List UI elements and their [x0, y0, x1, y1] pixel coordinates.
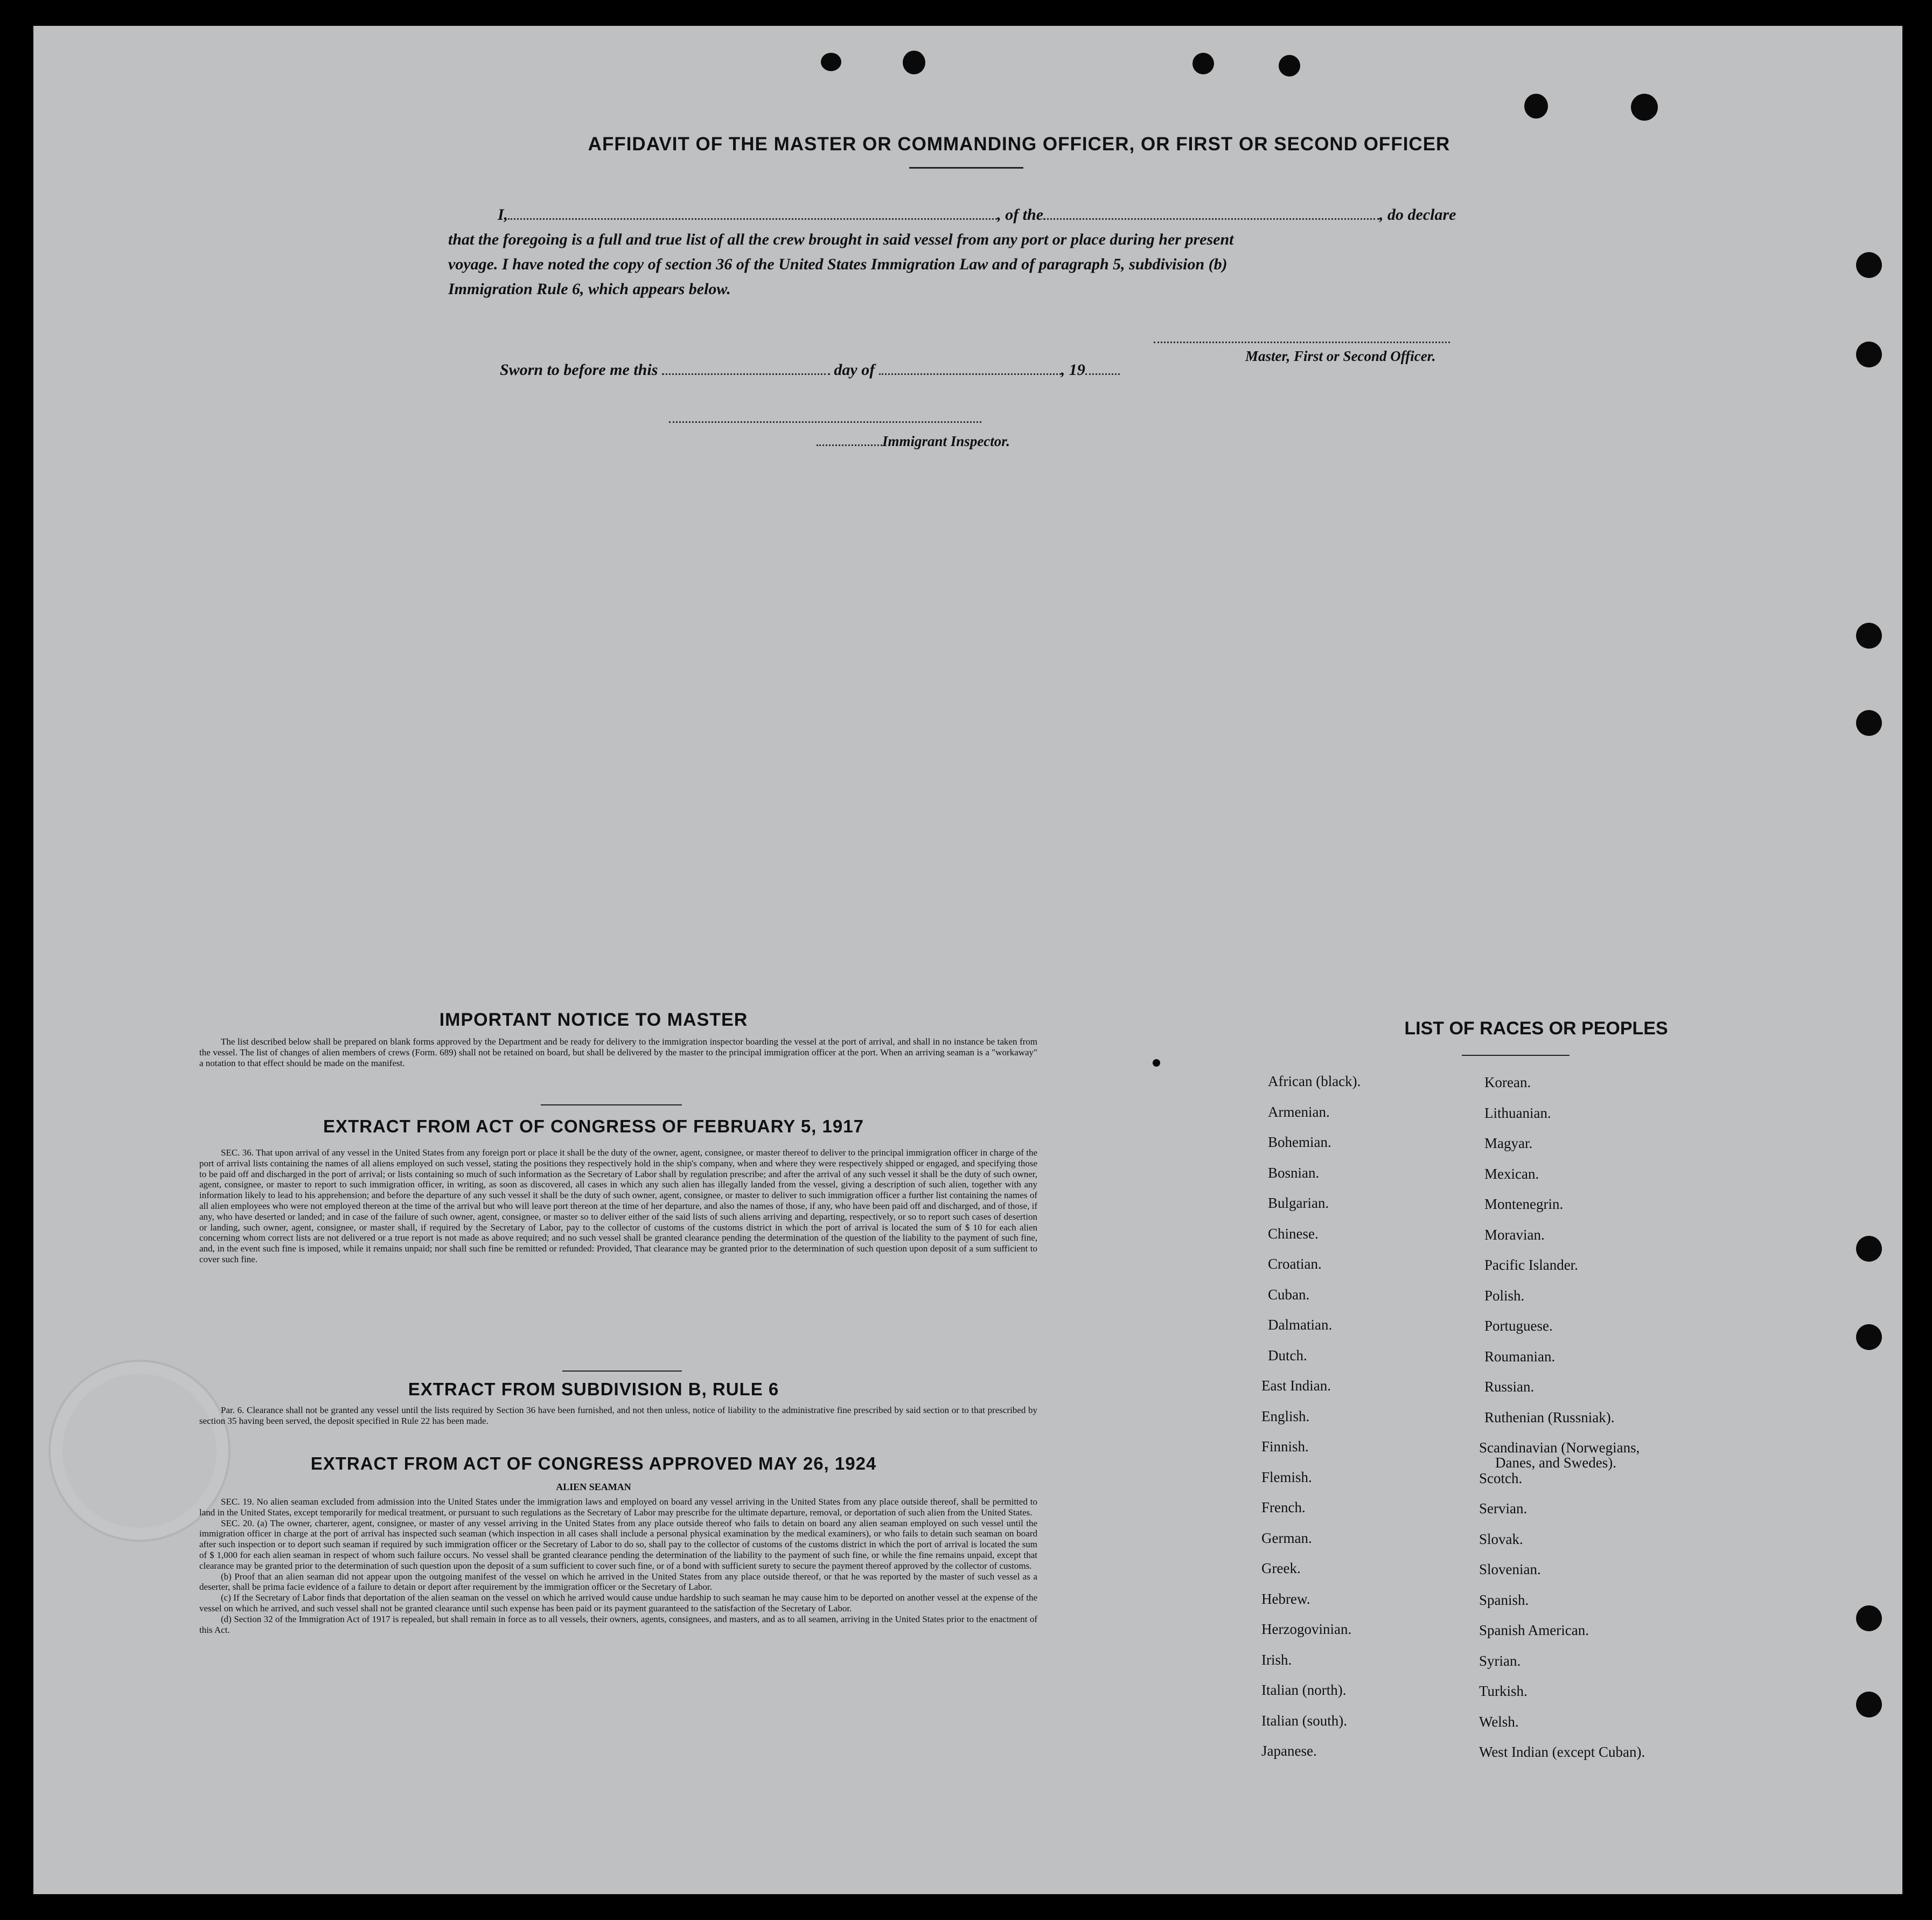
punch-hole: [1856, 342, 1882, 367]
race-item: Dutch.: [1268, 1347, 1307, 1364]
section-rule: [541, 1104, 682, 1105]
race-item: Servian.: [1479, 1500, 1528, 1516]
race-item: Greek.: [1261, 1560, 1301, 1576]
sec-20c-paragraph: (c) If the Secretary of Labor finds that deportation of the alien seaman on the vessel on which he arrived would cause undue hardship to such seaman he may cause him to be deported on another vessel at the expense of the vessel on which he arrived, and such vessel shall not be granted clearance until such expense has been paid or its payment guaranteed to the satisfaction of the Secretary of Labor.: [199, 1592, 1037, 1613]
title-rule: [909, 167, 1023, 169]
year-label: , 19: [1061, 361, 1085, 379]
race-item: Spanish.: [1479, 1592, 1529, 1608]
race-item: Hebrew.: [1261, 1591, 1310, 1607]
race-item: English.: [1261, 1408, 1310, 1424]
inspector-line: [817, 433, 1010, 450]
sworn-line: [500, 361, 1120, 379]
sworn-month-blank[interactable]: [879, 373, 1061, 375]
punch-hole: [1856, 1324, 1882, 1350]
race-item: French.: [1261, 1499, 1306, 1515]
sworn-day-blank[interactable]: [662, 373, 830, 375]
extract-1917-text: [199, 1147, 1037, 1265]
race-item: Magyar.: [1484, 1135, 1533, 1151]
inspector-signature-line[interactable]: [669, 421, 981, 423]
race-item: Finnish.: [1261, 1438, 1309, 1455]
race-item: Portuguese.: [1484, 1318, 1553, 1334]
punch-hole: [1856, 1605, 1882, 1631]
punch-hole: [903, 51, 925, 74]
inspector-caption: Immigrant Inspector.: [882, 433, 1010, 449]
race-item: Ruthenian (Russniak).: [1484, 1409, 1615, 1425]
document-page: [33, 26, 1902, 1894]
race-item: West Indian (except Cuban).: [1479, 1744, 1645, 1760]
punch-hole: [1856, 1692, 1882, 1717]
race-item: Bulgarian.: [1268, 1195, 1329, 1211]
punch-hole: [1524, 94, 1548, 119]
alien-seaman-subtitle: ALIEN SEAMAN: [556, 1481, 631, 1492]
race-item: Bohemian.: [1268, 1134, 1331, 1150]
declare-label: , do declare: [1379, 206, 1456, 224]
vessel-blank[interactable]: [1043, 218, 1379, 220]
day-of-label: day of: [834, 361, 875, 379]
race-item: Cuban.: [1268, 1286, 1310, 1303]
punch-hole: [1631, 94, 1658, 121]
punch-hole: [1153, 1059, 1160, 1067]
race-item: Polish.: [1484, 1288, 1525, 1304]
races-title-rule: [1462, 1055, 1570, 1056]
declaration-line-3: voyage. I have noted the copy of section 36 of the United States Immigration Law and of paragraph 5, subdivision (b): [448, 255, 1227, 273]
declaration-line-2: that the foregoing is a full and true list of all the crew brought in said vessel from any port or place during her present: [448, 231, 1234, 248]
section-rule: [562, 1371, 682, 1372]
officer-signature-line[interactable]: [1154, 342, 1450, 343]
declaration-line-1: [498, 206, 1521, 224]
race-item: Danes, and Swedes).: [1495, 1455, 1616, 1471]
extract-1924-text: [199, 1497, 1037, 1635]
race-item: Moravian.: [1484, 1227, 1545, 1243]
punch-hole: [1192, 53, 1214, 74]
race-item: Mexican.: [1484, 1166, 1539, 1182]
sec-20d-paragraph: (d) Section 32 of the Immigration Act of 1917 is repealed, but shall remain in force as to all vessels, their owners, agents, consignees, and masters, and as to all seamen, arriving in the United States prior to the enactment of this Act.: [199, 1613, 1037, 1635]
punch-hole: [1856, 623, 1882, 649]
officer-caption: Master, First or Second Officer.: [1245, 348, 1436, 364]
race-item: Scandinavian (Norwegians,: [1479, 1439, 1640, 1456]
extract-1917-title: EXTRACT FROM ACT OF CONGRESS OF FEBRUARY 5, 1917: [323, 1116, 864, 1136]
par-6-paragraph: Par. 6. Clearance shall not be granted any vessel until the lists required by Section 36 have been furnished, and not then unless, notice of liability to the administrative fine prescribed by said section or to that prescribed by section 35 having been served, the deposit specified in Rule 22 has been made.: [199, 1405, 1037, 1426]
race-item: East Indian.: [1261, 1378, 1331, 1394]
race-item: Bosnian.: [1268, 1165, 1320, 1181]
sworn-year-blank[interactable]: [1085, 373, 1120, 375]
name-blank[interactable]: [508, 218, 997, 220]
races-left-column: [1261, 1073, 1488, 1773]
notice-text: [199, 1036, 1037, 1068]
declaration-line-4: Immigration Rule 6, which appears below.: [448, 280, 731, 298]
race-item: Slovenian.: [1479, 1561, 1541, 1577]
notice-paragraph: The list described below shall be prepared on blank forms approved by the Department and be ready for delivery to the immigration inspector boarding the vessel at the port of arrival, and shall in no instance be taken from the vessel. The list of changes of alien members of crews (Form. 689) shall not be retained on board, but shall be delivered by the master to the principal immigration officer at the port. When an arriving seaman is a "workaway" a notation to that effect should be made on the manifest.: [199, 1036, 1037, 1068]
extract-rule6-text: [199, 1405, 1037, 1427]
race-item: Armenian.: [1268, 1104, 1330, 1120]
sec-19-paragraph: SEC. 19. No alien seaman excluded from admission into the United States under the immigration laws and employed on board any vessel arriving in the United States from any place outside thereof, shall be permitted to land in the United States, except temporarily for medical treatment, or pursuant to such regulations as the Secretary of Labor may prescribe for the ultimate departure, removal, or deportation of such alien from the United States.: [199, 1497, 1037, 1518]
race-item: Irish.: [1261, 1652, 1292, 1668]
race-item: African (black).: [1268, 1073, 1361, 1089]
race-item: Slovak.: [1479, 1531, 1523, 1547]
notice-title: IMPORTANT NOTICE TO MASTER: [439, 1010, 748, 1030]
sec-36-paragraph: SEC. 36. That upon arrival of any vessel in the United States from any foreign port or place it shall be the duty of the owner, agent, consignee, or master thereof to deliver to the principal immigration officer in charge of the port of arrival lists containing the names of all aliens employed on such vessel, stating the positions they respectively hold in the ship's company, when and where they were respectively shipped or engaged, and specifying those to be paid off and discharged in the port of arrival; or lists containing so much of such information as the Secretary of Labor shall by regulation prescribe; and after the arrival of any such vessel it shall be the duty of such owner, agent, consignee, or master to report to such immigration officer, in writing, as soon as discovered, all cases in which any such alien has illegally landed from the vessel, giving a description of such alien, together with any information likely to lead to his apprehension; and before the departure of any such vessel it shall be the duty of such owner, agent, consignee, or master to deliver to such immigration officer a further list containing the names of all alien employees who were not employed thereon at the time of the arrival but who will leave port thereon at the time of her departure, and also the names of those, if any, who have been paid off and discharged, and of those, if any, who have deserted or landed; and in case of the failure of such owner, agent, consignee, or master so to deliver either of the said lists of such aliens arriving and departing, respectively, or so to report such cases of desertion or landing, such owner, agent, consignee, or master shall, if required by the Secretary of Labor, pay to the collector of customs of the customs district in which the port of arrival is located the sum of $ 10 for each alien concerning whom correct lists are not delivered or a true report is not made as above required; and no such vessel shall be granted clearance pending the determination of the question of the liability to the payment of such fine, and, in the event such fine is imposed, while it remains unpaid; nor shall such fine be remitted or refunded: Provided, That clearance may be granted prior to the determination of such question upon deposit of a sum sufficient to cover such fine.: [199, 1147, 1037, 1264]
sworn-label: Sworn to before me this: [500, 361, 658, 379]
race-item: Korean.: [1484, 1074, 1531, 1090]
affidavit-title: AFFIDAVIT OF THE MASTER OR COMMANDING OFFICER, OR FIRST OR SECOND OFFICER: [588, 134, 1450, 155]
race-item: Spanish American.: [1479, 1622, 1589, 1638]
sec-20a-paragraph: SEC. 20. (a) The owner, charterer, agent, consignee, or master of any vessel arriving in the United States from any place outside thereof who fails to detain on board any alien seaman employed on such vessel until the immigration officer in charge at the port of arrival has inspected such seaman (which inspection in all cases shall include a personal physical examination by the medical examiners), or who fails to detain such seaman on board after such inspection or to deport such seaman if required by such immigration officer or the Secretary of Labor to do so, shall pay to the collector of customs of the customs district in which the port of arrival is located the sum of $ 1,000 for each alien seaman in respect of whom such failure occurs. No vessel shall be granted clearance pending the determination of the liability to the payment of such fine, or while the fine remains unpaid, except that clearance may be granted prior to the determination of such question upon the deposit of a sum sufficient to cover such fine, or of a bond with sufficient surety to secure the payment thereof approved by the collector of customs.: [199, 1518, 1037, 1571]
race-item: Russian.: [1484, 1379, 1535, 1395]
punch-hole: [1856, 710, 1882, 736]
races-right-column: [1479, 1074, 1835, 1775]
race-item: Welsh.: [1479, 1714, 1519, 1730]
race-item: German.: [1261, 1530, 1312, 1546]
race-item: Roumanian.: [1484, 1348, 1556, 1365]
races-title: LIST OF RACES OR PEOPLES: [1404, 1018, 1668, 1039]
race-item: Montenegrin.: [1484, 1196, 1564, 1212]
inspector-prefix-dots: [817, 444, 882, 446]
race-item: Italian (south).: [1261, 1713, 1347, 1729]
extract-rule6-title: EXTRACT FROM SUBDIVISION B, RULE 6: [408, 1379, 779, 1399]
punch-hole: [821, 53, 841, 71]
race-item: Syrian.: [1479, 1653, 1521, 1669]
race-item: Turkish.: [1479, 1683, 1528, 1699]
punch-hole: [1856, 1236, 1882, 1262]
race-item: Pacific Islander.: [1484, 1257, 1578, 1273]
punch-hole: [1279, 55, 1300, 76]
race-item: Dalmatian.: [1268, 1317, 1333, 1333]
extract-1924-title: EXTRACT FROM ACT OF CONGRESS APPROVED MAY 26, 1924: [310, 1453, 877, 1473]
race-item: Herzogovinian.: [1261, 1621, 1352, 1637]
sec-20b-paragraph: (b) Proof that an alien seaman did not appear upon the outgoing manifest of the vessel on which he arrived in the United States from any place outside thereof, or that he was reported by the master of such vessel as a deserter, shall be prima facie evidence of a failure to detain or deport after requirement by the immigration officer or the Secretary of Labor.: [199, 1571, 1037, 1592]
of-the-label: , of the: [997, 206, 1044, 224]
race-item: Scotch.: [1479, 1470, 1523, 1486]
i-label: I,: [498, 206, 508, 224]
race-item: Chinese.: [1268, 1226, 1319, 1242]
race-item: Italian (north).: [1261, 1682, 1347, 1698]
punch-hole: [1856, 252, 1882, 278]
race-item: Lithuanian.: [1484, 1105, 1551, 1121]
race-item: Japanese.: [1261, 1743, 1317, 1759]
race-item: Croatian.: [1268, 1256, 1322, 1272]
race-item: Flemish.: [1261, 1469, 1312, 1485]
